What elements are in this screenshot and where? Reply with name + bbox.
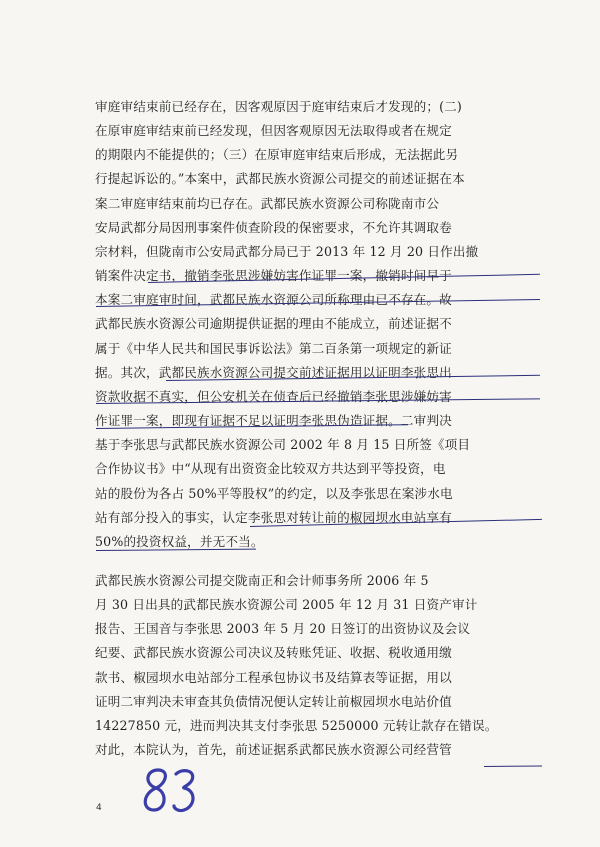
paragraph-ruling-reasons: 审庭审结束前已经存在，因客观原因于庭审结束后才发现的；(二) 在原审庭审结束前已经发现，但因客观原因无法取得或者在规定 的期限内不能提供的；（三）在原审庭审结束后形成，无法据此另 行提起诉讼的。”本案中，武都民族水资源公司提交的前述证据在本 案二审庭审结束前均已存在。武都民族水资源公司称陇南市公 安局武都分局因刑事案件侦查阶段的保密要求，不允许其调取卷 宗材料，但陇南市公安局武都分局已于 2013 年 12 月 20 日作出撤 销案件决定书，撤销李张思涉嫌妨害作证罪一案，撤销时间早于 本案二审庭审时间，武都民族水资源公司所称理由已不存在。故 武都民族水资源公司逾期提供证据的理由不能成立，前述证据不 属于《中华人民共和国民事诉讼法》第二百条第一项规定的新证 据。其次，武都民族水资源公司提交前述证据用以证明李张思出 资款收据不真实，但公安机关在侦查后已经撤销李张思涉嫌妨害 作证罪一案，即现有证据不足以证明李张思伪造证据。二审判决 基于李张思与武都民族水资源公司 2002 年 8 月 15 日所签《项目 合作协议书》中“从现有出资资金比较双方共达到平等投资，电 站的股份为各占 50%平等股权”的约定，以及李张思在案涉水电 站有部分投入的事实，认定李张思对转让前的椒园坝水电站享有 50%的投资权益，并无不当。 — [95, 99, 479, 549]
paragraph-evidence-submission: 武都民族水资源公司提交陇南正和会计师事务所 2006 年 5 月 30 日出具的武都民族水资源公司 2005 年 12 月 31 日资产审计 报告、王国音与李张思 2003 年 5 月 20 日签订的出资协议及会议 纪要、武都民族水资源公司决议及转账凭证、收据、税收通用缴 款书、椒园坝水电站部分工程承包协议书及结算表等证据，用以 证明二审判决未审查其负债情况便认定转让前椒园坝水电站价值 14227850 元，进而判决其支付李张思 5250000 元转让款存在错误。 对此，本院认为，首先，前述证据系武都民族水资源公司经营管 — [95, 573, 498, 758]
handwritten-page-mark — [136, 760, 206, 820]
page-number: 4 — [96, 803, 102, 813]
ink-underline — [484, 765, 542, 767]
